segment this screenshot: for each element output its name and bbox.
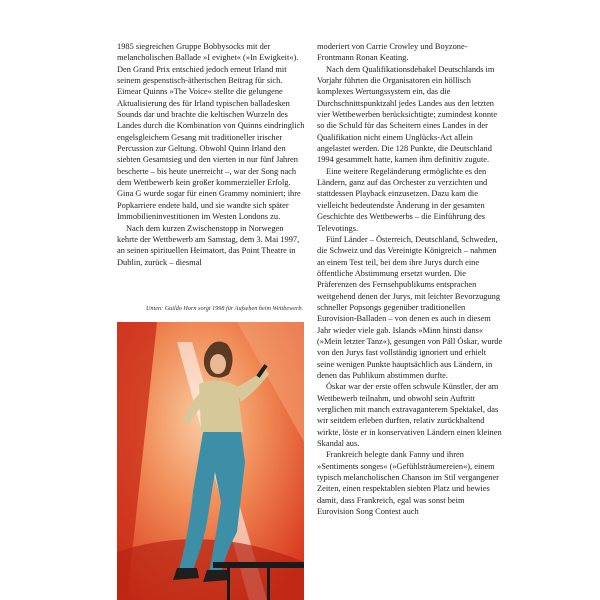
right-paragraph-2: Nach dem Qualifikationsdebakel Deutschlands im Vorjahr führten die Organisatoren ein höllisch komplexes Wertungssystem ein, das die Durchschnittspunktzahl jedes Landes aus den letzten vier Wettbewerben berücksichtigte; zumindest konnte so die Schuld für das Scheitern eines Landes in der Qualifikation nicht einem Unglücks-Act allein angelastet werden. Die 128 Punkte, die Deutschland 1994 gesammelt hatte, kamen ihm definitiv zugute. — [317, 64, 498, 165]
right-text-column — [317, 41, 503, 517]
railing — [213, 562, 304, 568]
railing-post — [227, 566, 230, 600]
right-paragraph-1: moderiert von Carrie Crowley und Boyzone-Frontmann Ronan Keating. — [317, 42, 468, 63]
left-text-column — [117, 41, 305, 268]
photo-caption: Unten: Guildo Horn sorgt 1998 für Aufsehen beim Wettbewerb. — [145, 305, 303, 312]
photo-illustration — [117, 322, 304, 600]
right-paragraph-6: Frankreich belegte dank Fanny und ihren »Sentiments songes« (»Gefühlsträumereien«), einem typisch melancholischen Chanson im Stil vergangener Zeiten, einen respektablen siebten Platz und bewies damit, dass Frankreich, egal was sonst beim Eurovision Song Contest auch — [317, 450, 499, 517]
railing-post — [267, 566, 270, 600]
performer-photo — [117, 322, 304, 600]
right-paragraph-4: Fünf Länder – Österreich, Deutschland, Schweden, die Schweiz und das Vereinigte Königreich – nahmen an einem Test teil, bei dem ihre Jurys durch eine öffentliche Abstimmung ersetzt wurden. Die Präferenzen des Fernsehpublikums entsprachen weitgehend denen der Jurys, mit leichter Bevorzugung schneller Popsongs gegenüber traditionellen Eurovision-Balladen – von denen es auch in diesem Jahr wieder viele gab. Islands »Minn hinsti dans« (»Mein letzter Tanz«), gesungen von Páll Óskar, wurde von den Jurys fast vollständig ignoriert und erhielt seine wenigen Punkte hauptsächlich aus Ländern, in denen das Publikum abstimmen durfte. — [317, 234, 503, 380]
left-paragraph-2: Nach dem kurzen Zwischenstopp in Norwegen kehrte der Wettbewerb am Samstag, dem 3. Mai 1997, an seinen spirituellen Heimatort, das Point Theatre in Dublin, zurück – diesmal — [117, 223, 300, 267]
left-paragraph-1: 1985 siegreichen Gruppe Bobbysocks mit der melancholischen Ballade »I evighet« (»In Ewigkeit«). Den Grand Prix entschied jedoch erneut Irland mit seinem gespenstisch-ätherischen Beitrag für sich. Eimear Quinns »The Voice« stellte die gelungene Aktualisierung des für Irland typischen balladesken Sounds dar und brachte die keltischen Wurzeln des Landes durch die Kombination von Quinns eindringlich engelsgleichem Gesang mit traditioneller irischer Percussion zur Geltung. Obwohl Quinn Irland den siebten Gesamtsieg und den vierten in nur fünf Jahren bescherte – bis heute unerreicht –, war der Song nach dem Wettbewerb kein großer kommerzieller Erfolg. Gina G wurde sogar für einen Grammy nominiert; ihre Popkarriere endete bald, und sie wandte sich später Immobilieninvestitionen im Westen Londons zu. — [117, 42, 305, 222]
right-paragraph-5: Óskar war der erste offen schwule Künstler, der am Wettbewerb teilnahm, und obwohl sein Auftritt verglichen mit manch extravaganterem Spektakel, das wir seitdem erleben durften, relativ zurückhaltend wirkte, löste er in konservativen Ländern einen kleinen Skandal aus. — [317, 382, 502, 449]
right-paragraph-3: Eine weitere Regeländerung ermöglichte es den Ländern, ganz auf das Orchester zu verzichten und stattdessen Playback einzusetzen. Dazu kam die vielleicht bedeutendste Änderung in der gesamten Geschichte des Wettbewerbs – die Einführung des Televotings. — [317, 166, 488, 233]
